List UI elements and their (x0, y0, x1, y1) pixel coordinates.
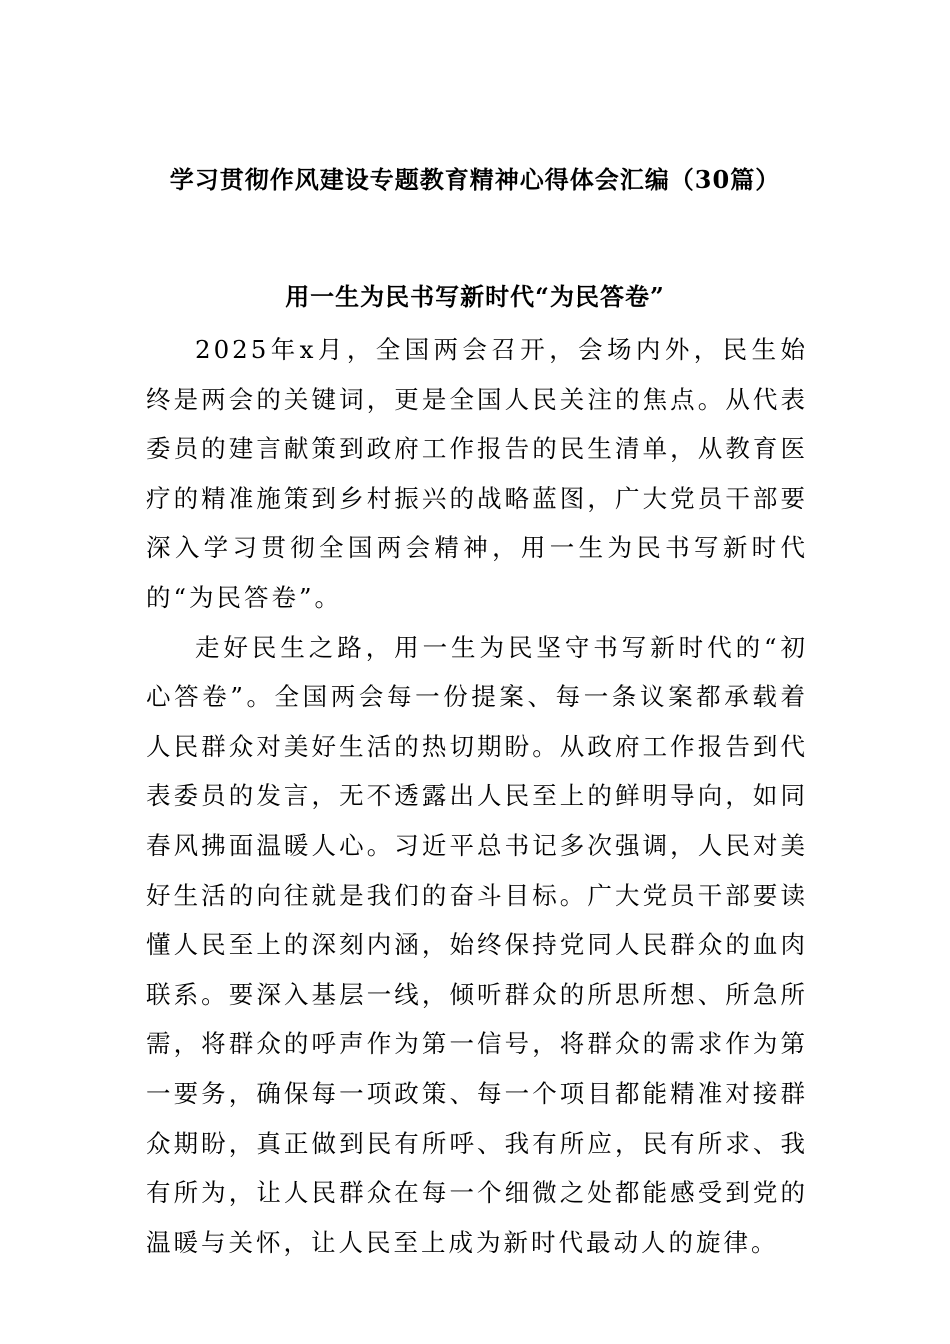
paragraph-1: 2025年x月，全国两会召开，会场内外，民生始终是两会的关键词，更是全国人民关注的焦点。从代表委员的建言献策到政府工作报告的民生清单，从教育医疗的精准施策到乡村振兴的战略蓝图，广大党员干部要深入学习贯彻全国两会精神，用一生为民书写新时代的“为民答卷”。 (146, 335, 808, 612)
article-title: 用一生为民书写新时代“为民答卷” (285, 282, 665, 311)
article-body (146, 325, 808, 1267)
paragraph-2: 走好民生之路，用一生为民坚守书写新时代的“初心答卷”。全国两会每一份提案、每一条议案都承载着人民群众对美好生活的热切期盼。从政府工作报告到代表委员的发言，无不透露出人民至上的鲜明导向，如同春风拂面温暖人心。习近平总书记多次强调，人民对美好生活的向往就是我们的奋斗目标。广大党员干部要读懂人民至上的深刻内涵，始终保持党同人民群众的血肉联系。要深入基层一线，倾听群众的所思所想、所急所需，将群众的呼声作为第一信号，将群众的需求作为第一要务，确保每一项政策、每一个项目都能精准对接群众期盼，真正做到民有所呼、我有所应，民有所求、我有所为，让人民群众在每一个细微之处都能感受到党的温暖与关怀，让人民至上成为新时代最动人的旋律。 (146, 632, 808, 1257)
document-title: 学习贯彻作风建设专题教育精神心得体会汇编（30篇） (169, 165, 781, 194)
